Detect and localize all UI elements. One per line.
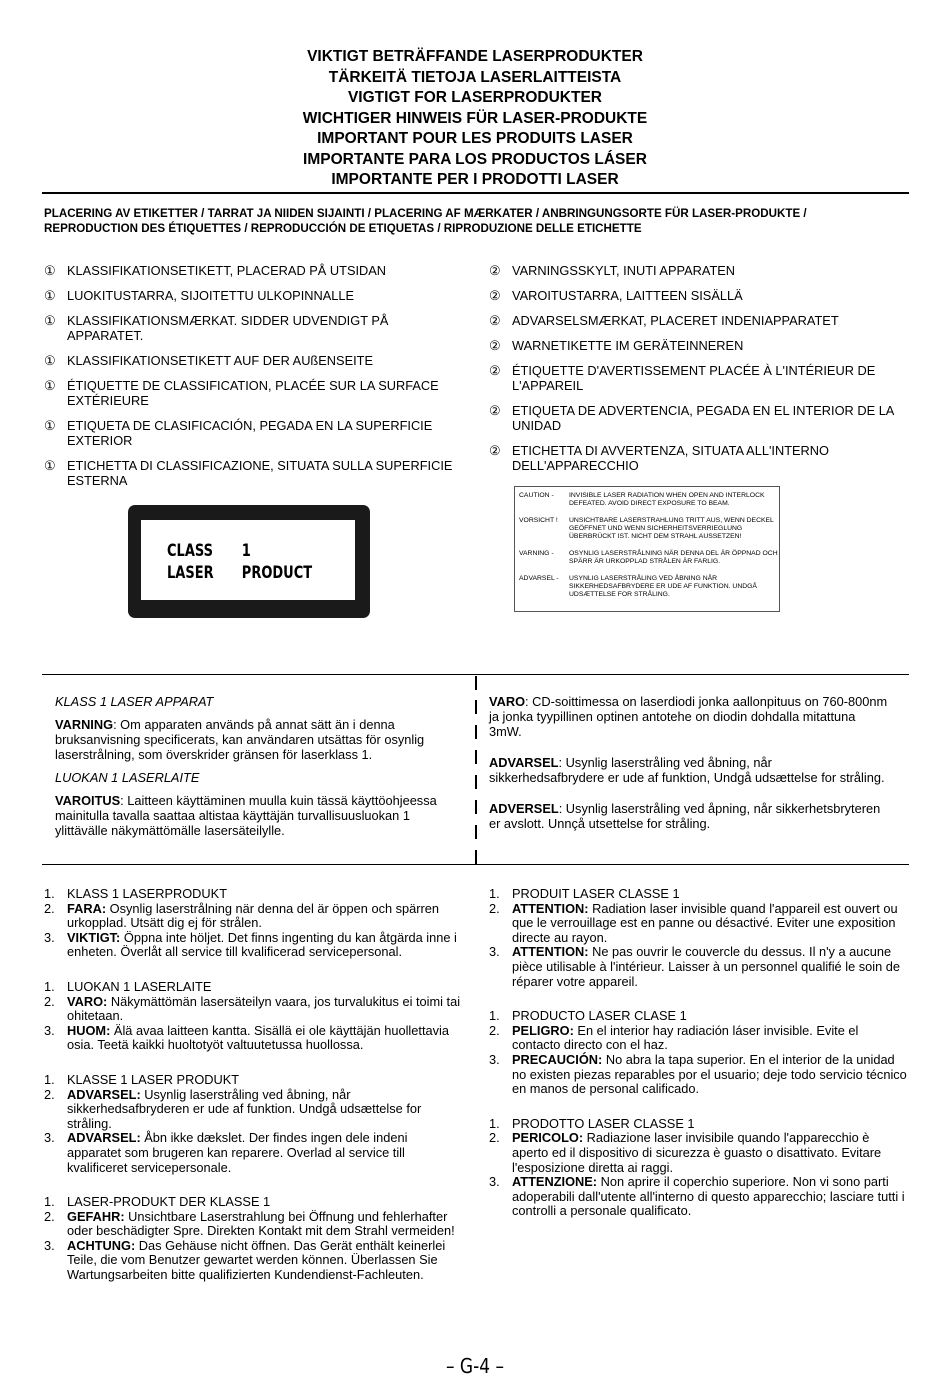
list-item: 3. HUOM: Älä avaa laitteen kantta. Sisällä ei ole käyttäjän huollettavia osia. Teetä kaikki huoltotyöt valtuutetussa huollossa. <box>44 1022 449 1053</box>
list-item: ① LUOKITUSTARRA, SIJOITETTU ULKOPINNALLE <box>44 288 355 303</box>
title-fr: IMPORTANT POUR LES PRODUITS LASER <box>317 130 633 147</box>
list-item: ① ETICHETTA DI CLASSIFICAZIONE, SITUATA SULLA SUPERFICIE ESTERNA <box>44 458 453 488</box>
list-item: 2. ATTENTION: Radiation laser invisible quand l'appareil est ouvert ou que le verrouillage est en panne ou désactivé. Eviter une exposition directe au rayon. <box>489 900 898 945</box>
warning-text-left <box>55 694 465 846</box>
class-1-label-text: CLASS 1 LASER PRODUCT <box>167 541 313 583</box>
title-da: VIGTIGT FOR LASERPRODUKTER <box>347 89 603 106</box>
list-item: ① KLASSIFIKATIONSETIKETT, PLACERAD PÅ UTSIDAN <box>44 263 387 278</box>
section-divider-top <box>42 674 909 675</box>
list-group <box>44 887 464 960</box>
warning-paragraph: VARNING: Om apparaten används på annat sätt än i denna bruksanvisning specificerats, kan användaren utsättas för osynlig laserstrålning, som överskrider gränsen för laserklass 1. <box>55 717 425 762</box>
list-item: ① ÉTIQUETTE DE CLASSIFICATION, PLACÉE SUR LA SURFACE EXTÉRIEURE <box>44 378 439 408</box>
marker-2: ② <box>489 403 501 418</box>
marker-1: ① <box>44 418 56 433</box>
list-item: 1. KLASSE 1 LASER PRODUKT <box>44 1071 240 1087</box>
title-divider <box>42 192 909 194</box>
list-item: 2. ADVARSEL: Usynlig laserstråling ved åbning, når sikkerhedsafbryderen er ude af funktion. Undgå udsættelse for stråling. <box>44 1086 422 1131</box>
column-separator <box>475 750 477 764</box>
list-item: 1. PRODOTTO LASER CLASSE 1 <box>489 1115 695 1131</box>
marker-1: ① <box>44 313 56 328</box>
list-group <box>44 1195 464 1283</box>
warning-text-right <box>489 694 889 839</box>
warning-paragraph: VAROITUS: Laitteen käyttäminen muulla kuin tässä käyttöohjeessa mainitulla tavalla saattaa altistaa käyttäjän turvallisuusluokan 1 ylittävälle näkymättömälle lasersäteilylle. <box>55 793 437 838</box>
numbered-lists-left <box>44 887 464 1303</box>
list-item: 2. PERICOLO: Radiazione laser invisibile quando l'apparecchio è aperto ed il dispositivo di sicurezza è guasto o disattivato. Evitare l'esposizione diretta ai raggi. <box>489 1130 882 1175</box>
list-item: 3. VIKTIGT: Öppna inte höljet. Det finns ingenting du kan åtgärda inne i enheten. Överlåt all service till kvalificerad servicepersonal. <box>44 929 457 960</box>
column-separator <box>475 676 477 690</box>
list-item: 1. LASER-PRODUKT DER KLASSE 1 <box>44 1194 271 1210</box>
section-heading: KLASS 1 LASER APPARAT <box>55 694 214 709</box>
list-item: 1. PRODUIT LASER CLASSE 1 <box>489 886 680 901</box>
list-item: 3. ADVARSEL: Åbn ikke dækslet. Der findes ingen dele indeni apparatet som brugeren kan reparere. Overlad al service till kvalificeret servicepersonale. <box>44 1130 408 1175</box>
label-list-right <box>489 263 909 483</box>
marker-1: ① <box>44 378 56 393</box>
page-number: – G-4 – <box>446 1354 504 1378</box>
list-item: ① ETIQUETA DE CLASIFICACIÓN, PEGADA EN LA SUPERFICIE EXTERIOR <box>44 418 433 448</box>
list-item: ② WARNETIKETTE IM GERÄTEINNEREN <box>489 338 744 353</box>
list-item: 2. VARO: Näkymättömän lasersäteilyn vaara, jos turvalukitus ei toimi tai ohitetaan. <box>44 993 461 1024</box>
list-item: 3. PRECAUCIÓN: No abra la tapa superior. En el interior de la unidad no existen piezas reparables por el usuario; deje todo servicio técnico en manos de personal calificado. <box>489 1051 907 1097</box>
class-1-label-inner <box>141 520 355 600</box>
marker-2: ② <box>489 443 501 458</box>
column-separator <box>475 775 477 789</box>
column-separator <box>475 850 477 864</box>
list-group <box>44 1073 464 1175</box>
column-separator <box>475 825 477 839</box>
list-group <box>489 887 909 989</box>
list-item: 3. ATTENZIONE: Non aprire il coperchio superiore. Non vi sono parti adoperabili dall'utente all'interno di questo apparecchio; lasciare tutti i controlli a personale qualificato. <box>489 1174 905 1219</box>
list-group <box>489 1009 909 1097</box>
list-item: 2. PELIGRO: En el interior hay radiación láser invisible. Evite el contacto directo con el haz. <box>489 1022 859 1053</box>
marker-2: ② <box>489 363 501 378</box>
marker-2: ② <box>489 288 501 303</box>
title-block <box>0 47 950 191</box>
warning-paragraph: ADVERSEL: Usynlig laserstråling ved åpning, når sikkerhetsbryteren er avslott. Unnçå utsettelse for stråling. <box>489 801 881 831</box>
title-fi: TÄRKEITÄ TIETOJA LASERLAITTEISTA <box>328 68 622 86</box>
marker-1: ① <box>44 288 56 303</box>
list-item: ② ETICHETTA DI AVVERTENZA, SITUATA ALL'INTERNO DELL'APPARECCHIO <box>489 443 829 473</box>
marker-2: ② <box>489 313 501 328</box>
list-item: ② VARNINGSSKYLT, INUTI APPARATEN <box>489 263 736 278</box>
numbered-lists-right <box>489 887 909 1239</box>
list-group <box>489 1117 909 1219</box>
title-de: WICHTIGER HINWEIS FÜR LASER-PRODUKTE <box>302 109 648 127</box>
placement-heading: PLACERING AV ETIKETTER / TARRAT JA NIIDEN SIJAINTI / PLACERING AF MÆRKATER / ANBRINGUNGSORTE FÜR LASER-PRODUKTE / REPRODUCTION DES ÉTIQUETTES / REPRODUCCIÓN DE ETIQUETAS / RIPRODUZIONE DELLE ETICHETTE <box>44 207 807 235</box>
marker-1: ① <box>44 353 56 368</box>
list-item: 2. FARA: Osynlig laserstrålning när denna del är öppen och spärren urkopplad. Utsätt dig ej för strålen. <box>44 900 440 931</box>
list-item: 3. ACHTUNG: Das Gehäuse nicht öffnen. Das Gerät enthält keinerlei Teile, die vom Benutzer gewartet werden können. Überlassen Sie Wartungsarbeiten bitte qualifizierten Kundendienst-Fachleuten. <box>44 1237 446 1283</box>
list-group <box>44 980 464 1053</box>
list-item: 3. ATTENTION: Ne pas ouvrir le couvercle du dessus. Il n'y a aucune pièce utilisable à l'intérieur. Laisser à un personnel qualifié le soin de réparer votre appareil. <box>489 944 901 989</box>
warning-paragraph: ADVARSEL: Usynlig laserstråling ved åbning, når sikkerhedsafbrydere er ude af funktion, Undgå udsættelse for stråling. <box>489 755 885 785</box>
class-1-label <box>128 505 370 618</box>
list-item: ① KLASSIFIKATIONSMÆRKAT. SIDDER UDVENDIGT PÅ APPARATET. <box>44 313 389 343</box>
list-item: ① KLASSIFIKATIONSETIKETT AUF DER AUßENSEITE <box>44 353 374 368</box>
column-separator <box>475 700 477 714</box>
marker-1: ① <box>44 263 56 278</box>
list-item: ② ADVARSELSMÆRKAT, PLACERET INDENIAPPARATET <box>489 313 839 328</box>
marker-1: ① <box>44 458 56 473</box>
column-separator <box>475 725 477 739</box>
marker-2: ② <box>489 338 501 353</box>
warning-paragraph: VARO: CD-soittimessa on laserdiodi jonka aallonpituus on 760-800nm ja jonka tyypillinen optinen antotehe on diodin dohdalla mitattuna 3mW. <box>489 694 888 739</box>
list-item: 2. GEFAHR: Unsichtbare Laserstrahlung bei Öffnung und fehlerhafter oder beschädigter Spre. Direkten Kontakt mit dem Strahl vermeiden! <box>44 1208 455 1239</box>
list-item: 1. LUOKAN 1 LASERLAITE <box>44 978 212 994</box>
title-sv: VIKTIGT BETRÄFFANDE LASERPRODUKTER <box>307 48 643 65</box>
list-item: ② ETIQUETA DE ADVERTENCIA, PEGADA EN EL INTERIOR DE LA UNIDAD <box>489 403 894 433</box>
warning-label: CAUTION - INVISIBLE LASER RADIATION WHEN OPEN AND INTERLOCK DEFEATED. AVOID DIRECT EXPOSURE TO BEAM. VORSICHT ! UNSICHTBARE LASERSTRAHLUNG TRITT AUS, WENN DECKEL GEÖFFNET UND WENN SICHERHEITSVERRIEGLUNG ÜBERBRÜCKT IST. NICHT DEM STRAHL AUSSETZEN! VARNING - OSYNLIG LASERSTRÅLNING NÄR DENNA DEL ÄR ÖPPNAD OCH SPÄRR ÄR URKOPPLAD STRÅLEN ÄR FARLIG. ADVARSEL - USYNLIG LASERSTRÅLING VED ÅBNING NÅR SIKKERHEDSAFBRYDERE ER UDE AF FUNKTION. UNDGÅ UDSÆTTELSE FOR STRÅLING. <box>514 486 780 612</box>
label-list-left <box>44 263 464 498</box>
list-item: ② ÉTIQUETTE D'AVERTISSEMENT PLACÉE À L'INTÉRIEUR DE L'APPAREIL <box>489 363 876 393</box>
section-divider-bottom <box>42 864 909 865</box>
title-es: IMPORTANTE PARA LOS PRODUCTOS LÁSER <box>303 150 647 168</box>
section-heading: LUOKAN 1 LASERLAITE <box>55 770 200 785</box>
title-it: IMPORTANTE PER I PRODOTTI LASER <box>331 171 619 188</box>
list-item: ② VAROITUSTARRA, LAITTEEN SISÄLLÄ <box>489 288 743 303</box>
list-item: 1. PRODUCTO LASER CLASE 1 <box>489 1008 687 1024</box>
list-item: 1. KLASS 1 LASERPRODUKT <box>44 886 228 901</box>
marker-2: ② <box>489 263 501 278</box>
column-separator <box>475 800 477 814</box>
